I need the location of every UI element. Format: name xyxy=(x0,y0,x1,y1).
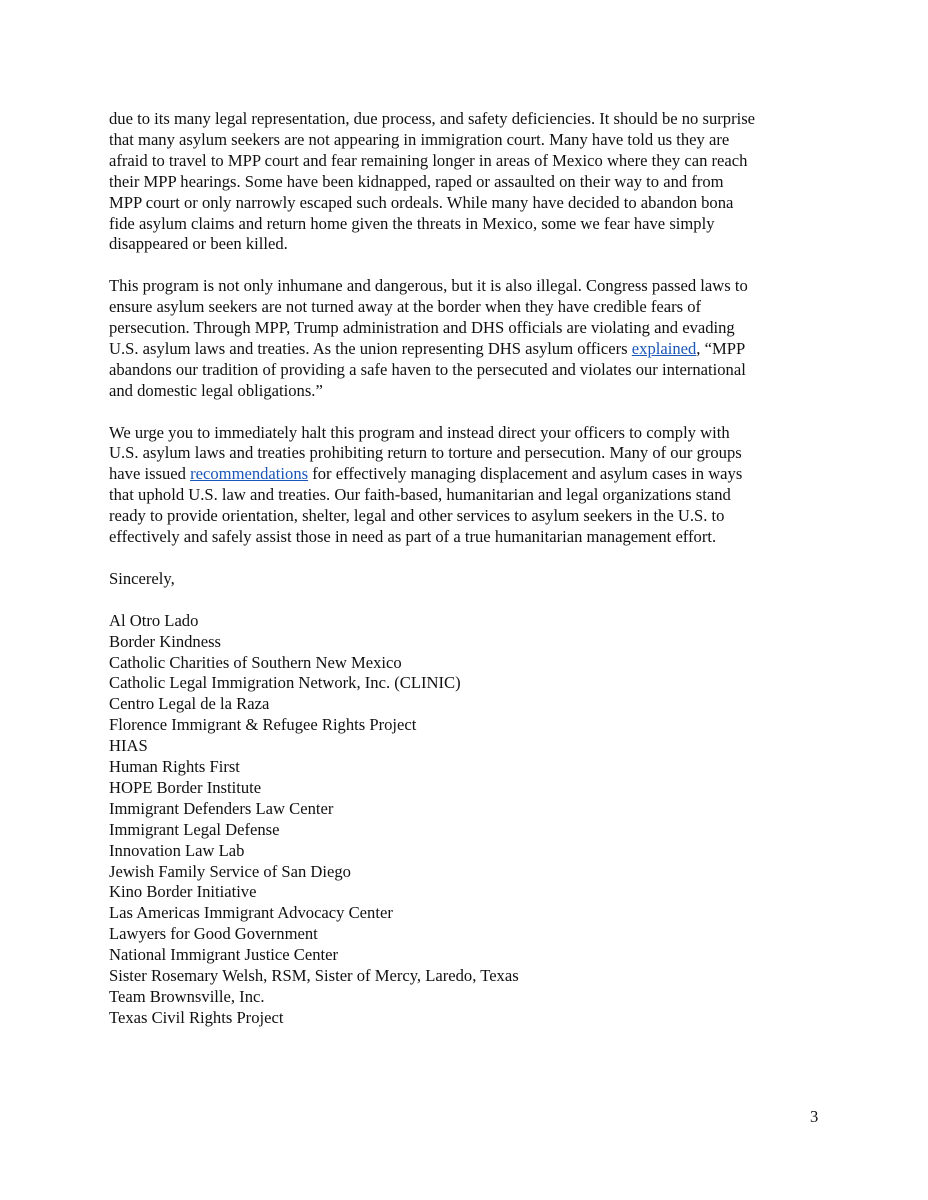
signatory: HIAS xyxy=(109,736,148,756)
text-segment: have issued xyxy=(109,464,191,484)
text-segment: for effectively managing displacement and asylum cases in ways xyxy=(308,464,743,484)
signatory: Immigrant Legal Defense xyxy=(109,819,280,839)
text-line: disappeared or been killed. xyxy=(109,234,288,254)
signatory: Immigrant Defenders Law Center xyxy=(109,798,334,818)
signatory: Catholic Legal Immigration Network, Inc. (CLINIC) xyxy=(109,673,461,693)
text-line: abandons our tradition of providing a safe haven to the persecuted and violates our international xyxy=(109,359,746,379)
text-line: persecution. Through MPP, Trump administration and DHS officials are violating and evading xyxy=(109,318,735,338)
signatory: Sister Rosemary Welsh, RSM, Sister of Mercy, Laredo, Texas xyxy=(109,966,519,986)
paragraph-urge-halt xyxy=(109,423,829,548)
closing-salutation: Sincerely, xyxy=(109,568,175,588)
text-line: and domestic legal obligations.” xyxy=(109,380,323,400)
text-line: their MPP hearings. Some have been kidnapped, raped or assaulted on their way to and from xyxy=(109,171,724,191)
signatory: Jewish Family Service of San Diego xyxy=(109,861,351,881)
paragraph-program-illegal xyxy=(109,276,829,401)
signatory: Lawyers for Good Government xyxy=(109,924,318,944)
signatory: Team Brownsville, Inc. xyxy=(109,987,265,1006)
text-line: U.S. asylum laws and treaties prohibiting return to torture and persecution. Many of our groups xyxy=(109,443,742,463)
signatory: Innovation Law Lab xyxy=(109,840,245,860)
paragraph-mpp-deficiencies xyxy=(109,109,829,255)
text-line: afraid to travel to MPP court and fear remaining longer in areas of Mexico where they can reach xyxy=(109,150,748,170)
letter-body xyxy=(109,109,829,1029)
signatory: HOPE Border Institute xyxy=(109,777,262,797)
text-line: effectively and safely assist those in need as part of a true humanitarian management effort. xyxy=(109,527,717,547)
text-line: that many asylum seekers are not appearing in immigration court. Many have told us they are xyxy=(109,129,730,149)
signatory: Texas Civil Rights Project xyxy=(109,1007,284,1027)
text-line xyxy=(109,339,829,360)
signatory: Al Otro Lado xyxy=(109,610,199,630)
recommendations-link[interactable]: recommendations xyxy=(190,464,309,484)
page-number: 3 xyxy=(810,1107,819,1126)
signatory: Border Kindness xyxy=(109,631,221,651)
text-line: ready to provide orientation, shelter, legal and other services to asylum seekers in the U.S. to xyxy=(109,506,725,526)
text-line: ensure asylum seekers are not turned away at the border when they have credible fears of xyxy=(109,297,702,317)
text-line: fide asylum claims and return home given the threats in Mexico, some we fear have simply xyxy=(109,213,715,233)
signatory-list xyxy=(109,611,829,1029)
text-line: that uphold U.S. law and treaties. Our faith-based, humanitarian and legal organizations stand xyxy=(109,485,731,505)
signatory: Centro Legal de la Raza xyxy=(109,694,270,714)
signatory: Las Americas Immigrant Advocacy Center xyxy=(109,903,393,923)
text-line: due to its many legal representation, due process, and safety deficiencies. It should be no surprise xyxy=(109,109,756,128)
text-segment: U.S. asylum laws and treaties. As the union representing DHS asylum officers xyxy=(109,338,632,358)
text-segment: , “MPP xyxy=(696,338,746,358)
explained-link[interactable]: explained xyxy=(631,338,697,358)
signatory: National Immigrant Justice Center xyxy=(109,945,339,965)
signatory: Catholic Charities of Southern New Mexico xyxy=(109,652,402,672)
signatory: Human Rights First xyxy=(109,757,240,777)
text-line xyxy=(109,464,829,485)
text-line: We urge you to immediately halt this program and instead direct your officers to comply with xyxy=(109,422,730,442)
signatory: Florence Immigrant & Refugee Rights Project xyxy=(109,715,417,735)
text-line: MPP court or only narrowly escaped such ordeals. While many have decided to abandon bona xyxy=(109,192,734,212)
text-line: This program is not only inhumane and dangerous, but it is also illegal. Congress passed laws to xyxy=(109,276,748,296)
signatory: Kino Border Initiative xyxy=(109,882,257,902)
